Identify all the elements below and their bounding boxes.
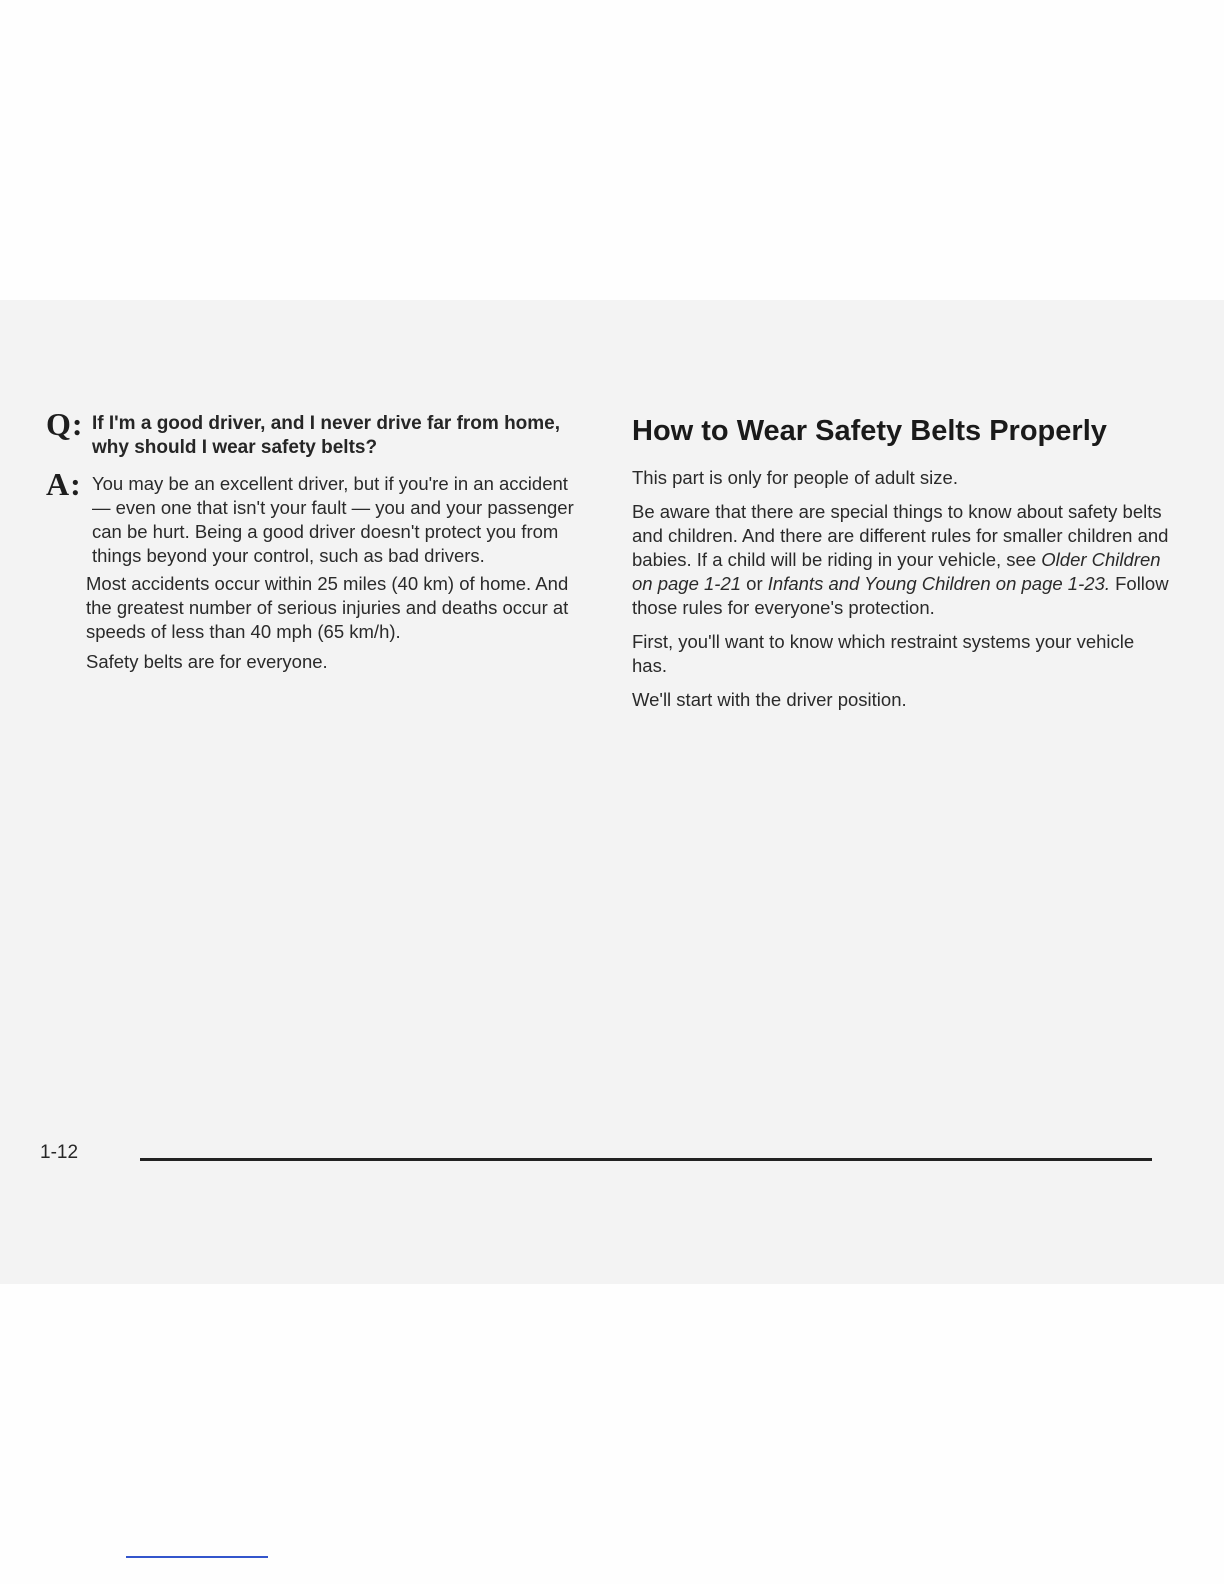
left-column	[40, 406, 580, 680]
children-text-part2: or	[741, 573, 768, 594]
footer-rule	[140, 1158, 1152, 1161]
answer-block	[40, 466, 580, 568]
answer-marker: A:	[46, 466, 82, 502]
children-text-part3: Follow those rules for everyone's protection.	[632, 573, 1169, 618]
question-text: If I'm a good driver, and I never drive far from home, why should I wear safety belts?	[92, 413, 561, 458]
children-paragraph	[632, 500, 1172, 620]
right-column	[632, 412, 1172, 722]
safety-belts-for-everyone-paragraph: Safety belts are for everyone.	[86, 651, 328, 672]
question-marker: Q:	[46, 406, 84, 442]
page-number: 1-12	[40, 1142, 79, 1163]
accident-statistics-paragraph: Most accidents occur within 25 miles (40 km) of home. And the greatest number of serious injuries and deaths occur at speeds of less than 40 mph (65 km/h).	[86, 573, 569, 642]
older-children-reference-link[interactable]: Older Children on page 1-21	[632, 549, 1161, 594]
answer-text: You may be an excellent driver, but if you're in an accident — even one that isn't your fault — you and your passenger can be hurt. Being a good driver doesn't protect you from things beyond your control, such as bad drivers.	[92, 473, 574, 566]
infants-young-children-reference-link[interactable]: Infants and Young Children on page 1-23.	[767, 573, 1110, 594]
bottom-link-underline[interactable]	[126, 1556, 268, 1558]
children-text-part1: Be aware that there are special things to know about safety belts and children. And there are different rules for smaller children and babies. If a child will be riding in your vehicle, see	[632, 501, 1169, 570]
driver-position-paragraph: We'll start with the driver position.	[632, 689, 907, 710]
restraint-systems-paragraph: First, you'll want to know which restraint systems your vehicle has.	[632, 631, 1135, 676]
question-block	[40, 406, 580, 460]
section-heading: How to Wear Safety Belts Properly	[632, 415, 1107, 447]
adult-size-paragraph: This part is only for people of adult size.	[632, 467, 958, 488]
